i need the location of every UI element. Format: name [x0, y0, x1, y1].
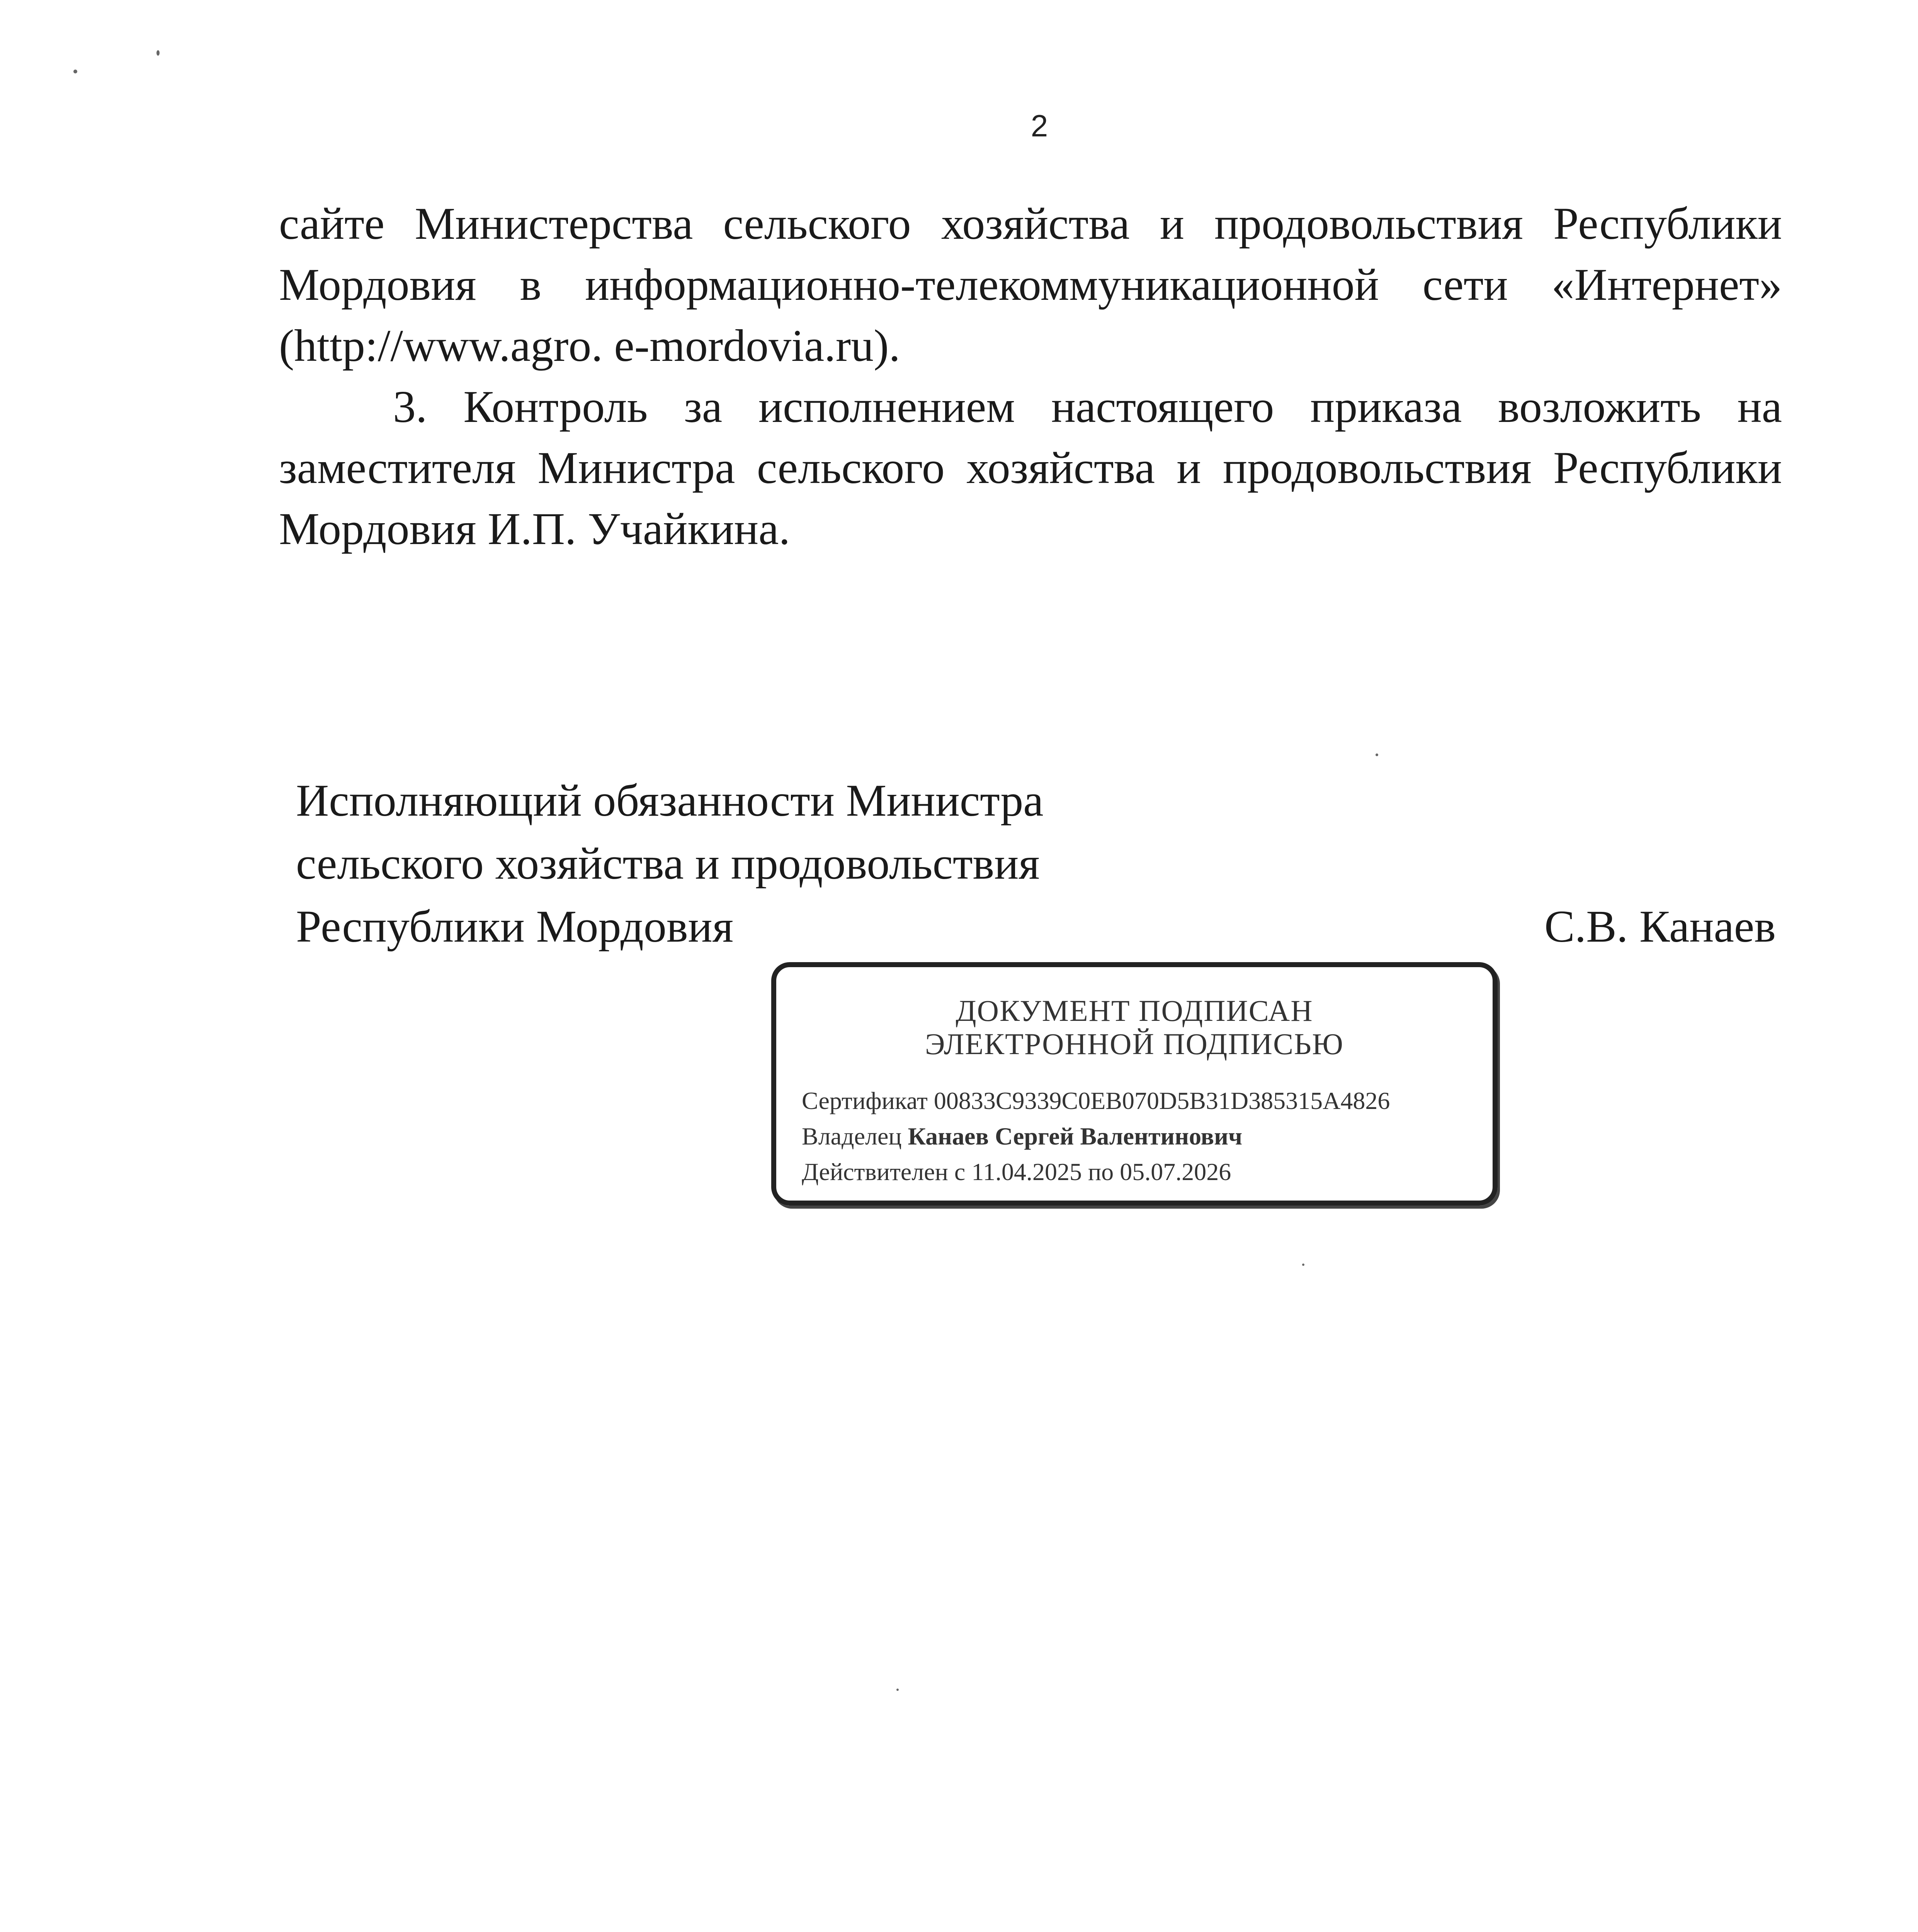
signer-position-line-1: Исполняющий обязанности Министра: [296, 775, 1044, 826]
stamp-owner-row: [802, 1119, 1390, 1154]
body-paragraph-item-3: 3. Контроль за исполнением настоящего приказа возложить на заместителя Министра сельского хозяйства и продовольствия Республики Мордовия И.П. Учайкина.: [279, 381, 1782, 554]
body-paragraph-continuation: сайте Министерства сельского хозяйства и продовольствия Республики Мордовия в информационно-телекоммуникационной сети «Интернет» (http://www.agro. e-mordovia.ru).: [279, 198, 1782, 371]
valid-to-prefix: по: [1088, 1158, 1114, 1185]
stamp-title: [776, 994, 1493, 1061]
valid-label: Действителен: [802, 1158, 948, 1185]
page-number: 2: [1030, 109, 1048, 143]
electronic-signature-stamp: [771, 962, 1498, 1206]
certificate-value: 00833C9339C0EB070D5B31D385315A4826: [933, 1087, 1390, 1114]
stamp-details: [802, 1083, 1390, 1190]
stamp-title-line-1: ДОКУМЕНТ ПОДПИСАН: [956, 994, 1313, 1027]
owner-value: Канаев Сергей Валентинович: [908, 1122, 1243, 1150]
signature-block: [296, 769, 1776, 958]
signer-position-line-3: Республики Мордовия: [296, 901, 734, 952]
valid-from-prefix: с: [954, 1158, 966, 1185]
valid-to-date: 05.07.2026: [1120, 1158, 1231, 1185]
signer-row: [296, 895, 1776, 958]
valid-from-date: 11.04.2025: [971, 1158, 1082, 1185]
stamp-validity-row: [802, 1154, 1390, 1190]
stamp-title-line-2: ЭЛЕКТРОННОЙ ПОДПИСЬЮ: [925, 1027, 1344, 1061]
document-body: [279, 193, 1782, 560]
owner-label: Владелец: [802, 1122, 902, 1150]
signer-name: С.В. Канаев: [1544, 901, 1776, 952]
stamp-certificate-row: [802, 1083, 1390, 1119]
signer-position-line-2: сельского хозяйства и продовольствия: [296, 838, 1040, 889]
certificate-label: Сертификат: [802, 1087, 928, 1114]
